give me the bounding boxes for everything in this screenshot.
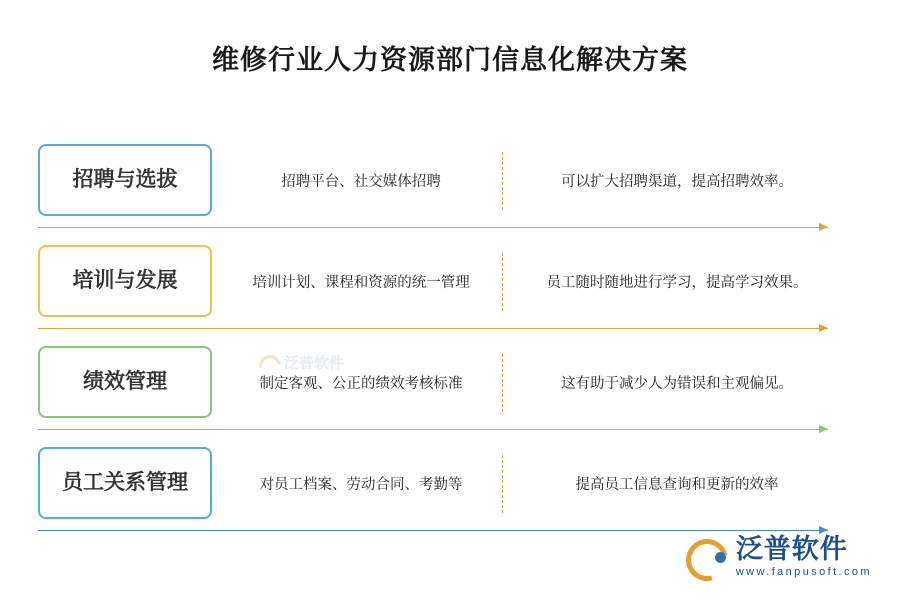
row-label-box[interactable] xyxy=(38,144,212,216)
row-label: 绩效管理 xyxy=(83,370,167,394)
row-label: 招聘与选拔 xyxy=(72,168,178,192)
row-arrow-icon xyxy=(38,526,828,536)
row-middle-text: 制定客观、公正的绩效考核标准 xyxy=(259,375,463,392)
row-item xyxy=(0,239,900,340)
row-right-text: 提高员工信息查询和更新的效率 xyxy=(575,476,779,493)
logo-name-cn: 泛普软件 xyxy=(735,534,848,564)
row-item xyxy=(0,138,900,239)
logo-text xyxy=(736,536,872,578)
row-label-box[interactable] xyxy=(38,447,212,519)
row-middle-text: 培训计划、课程和资源的统一管理 xyxy=(252,274,470,291)
row-arrow-icon xyxy=(38,425,828,435)
row-right-text: 员工随时随地进行学习，提高学习效果。 xyxy=(546,274,808,291)
row-arrow-icon xyxy=(38,223,828,233)
row-middle-text: 招聘平台、社交媒体招聘 xyxy=(281,173,441,190)
row-label-box[interactable] xyxy=(38,245,212,317)
row-divider xyxy=(502,152,503,210)
row-arrow-icon xyxy=(38,324,828,334)
center-watermark-text: 泛普软件 xyxy=(284,355,345,372)
row-divider xyxy=(502,455,503,513)
row-right-text: 这有助于减少人为错误和主观偏见。 xyxy=(561,375,793,392)
row-item xyxy=(0,441,900,542)
row-label: 员工关系管理 xyxy=(62,471,188,495)
row-divider xyxy=(502,354,503,412)
row-divider xyxy=(502,253,503,311)
logo-name-en: www.fanpusoft.com xyxy=(735,566,872,578)
row-right-text: 可以扩大招聘渠道，提高招聘效率。 xyxy=(561,173,793,190)
rows-container xyxy=(0,138,900,542)
row-item xyxy=(0,340,900,441)
row-label-box[interactable] xyxy=(38,346,212,418)
page-title: 维修行业人力资源部门信息化解决方案 xyxy=(212,45,688,75)
brand-logo xyxy=(684,536,872,578)
row-label: 培训与发展 xyxy=(72,269,178,293)
row-middle-text: 对员工档案、劳动合同、考勤等 xyxy=(259,476,463,493)
logo-mark-icon xyxy=(684,537,728,577)
